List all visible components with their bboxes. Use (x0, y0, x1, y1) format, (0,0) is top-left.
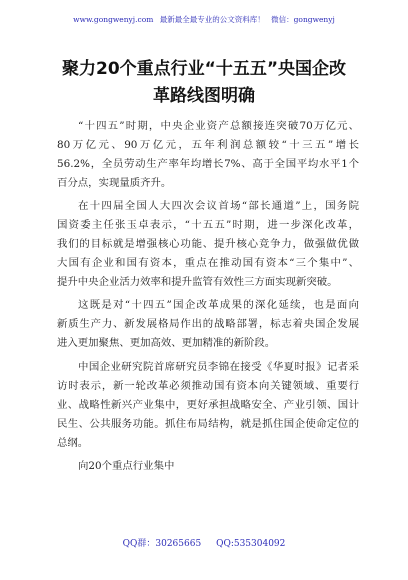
paragraph-5 (57, 457, 359, 476)
paragraph-2 (57, 197, 359, 292)
paragraph-line: 百分点，实现量质齐升。 (57, 177, 172, 189)
paragraph-line: 我们的目标就是增强核心功能、提升核心竞争力，做强做优做 (57, 238, 359, 251)
paragraph-line: 向20个重点行业集中 (78, 459, 175, 472)
paragraph-line: 访时表示，新一轮改革必须推动国有资本向关键领域、重要行 (57, 379, 359, 392)
paragraph-1 (57, 117, 359, 193)
header-site-link[interactable]: www.gongwenyj.com (73, 15, 154, 24)
paragraph-line: 新质生产力、新发展格局作出的战略部署，标志着央国企发展 (57, 318, 359, 331)
document-body (57, 117, 359, 480)
footer-qq: QQ:535304092 (216, 539, 286, 549)
page-footer (0, 536, 408, 549)
paragraph-3 (57, 296, 359, 353)
paragraph-line: 80万亿元、90万亿元，五年利润总额较“十三五”增长 (57, 139, 359, 151)
paragraph-line: “十四五”时期，中央企业资产总额接连突破70万亿元、 (78, 120, 359, 132)
paragraph-line: 这既是对“十四五”国企改革成果的深化延续，也是面向 (78, 299, 359, 312)
paragraph-line: 总纲。 (57, 436, 89, 449)
paragraph-line: 提升中央企业活力效率和提升监管有效性三方面实现新突破。 (57, 276, 338, 289)
title-line-1: 聚力20个重点行业“十五五”央国企改 (61, 59, 346, 79)
paragraph-line: 民生、公共服务功能。抓住布局结构，就是抓住国企使命定位的 (57, 417, 359, 430)
header-wechat: 微信：gongwenyj (271, 15, 335, 24)
paragraph-line: 国资委主任张玉卓表示，“十五五”时期，进一步深化改革， (57, 219, 359, 232)
footer-qq-group: QQ群：30265665 (122, 539, 202, 549)
paragraph-line: 大国有企业和国有资本，重点在推动国有资本“三个集中”、 (57, 257, 359, 270)
header-slogan: 最新最全最专业的公文资料库！ (159, 15, 265, 24)
paragraph-line: 进入更加聚焦、更加高效、更加精准的新阶段。 (57, 337, 276, 350)
paragraph-line: 在十四届全国人大四次会议首场“部长通道”上，国务院 (78, 200, 359, 213)
paragraph-line: 业、战略性新兴产业集中，更好承担战略安全、产业引领、国计 (57, 398, 359, 411)
document-title (30, 56, 378, 110)
paragraph-line: 中国企业研究院首席研究员李锦在接受《华夏时报》记者采 (78, 360, 359, 373)
paragraph-4 (57, 358, 359, 453)
page-header (0, 14, 408, 25)
title-line-2: 革路线图明确 (153, 86, 255, 106)
paragraph-line: 56.2%，全员劳动生产率年均增长7%、高于全国平均水平1个 (57, 158, 359, 170)
